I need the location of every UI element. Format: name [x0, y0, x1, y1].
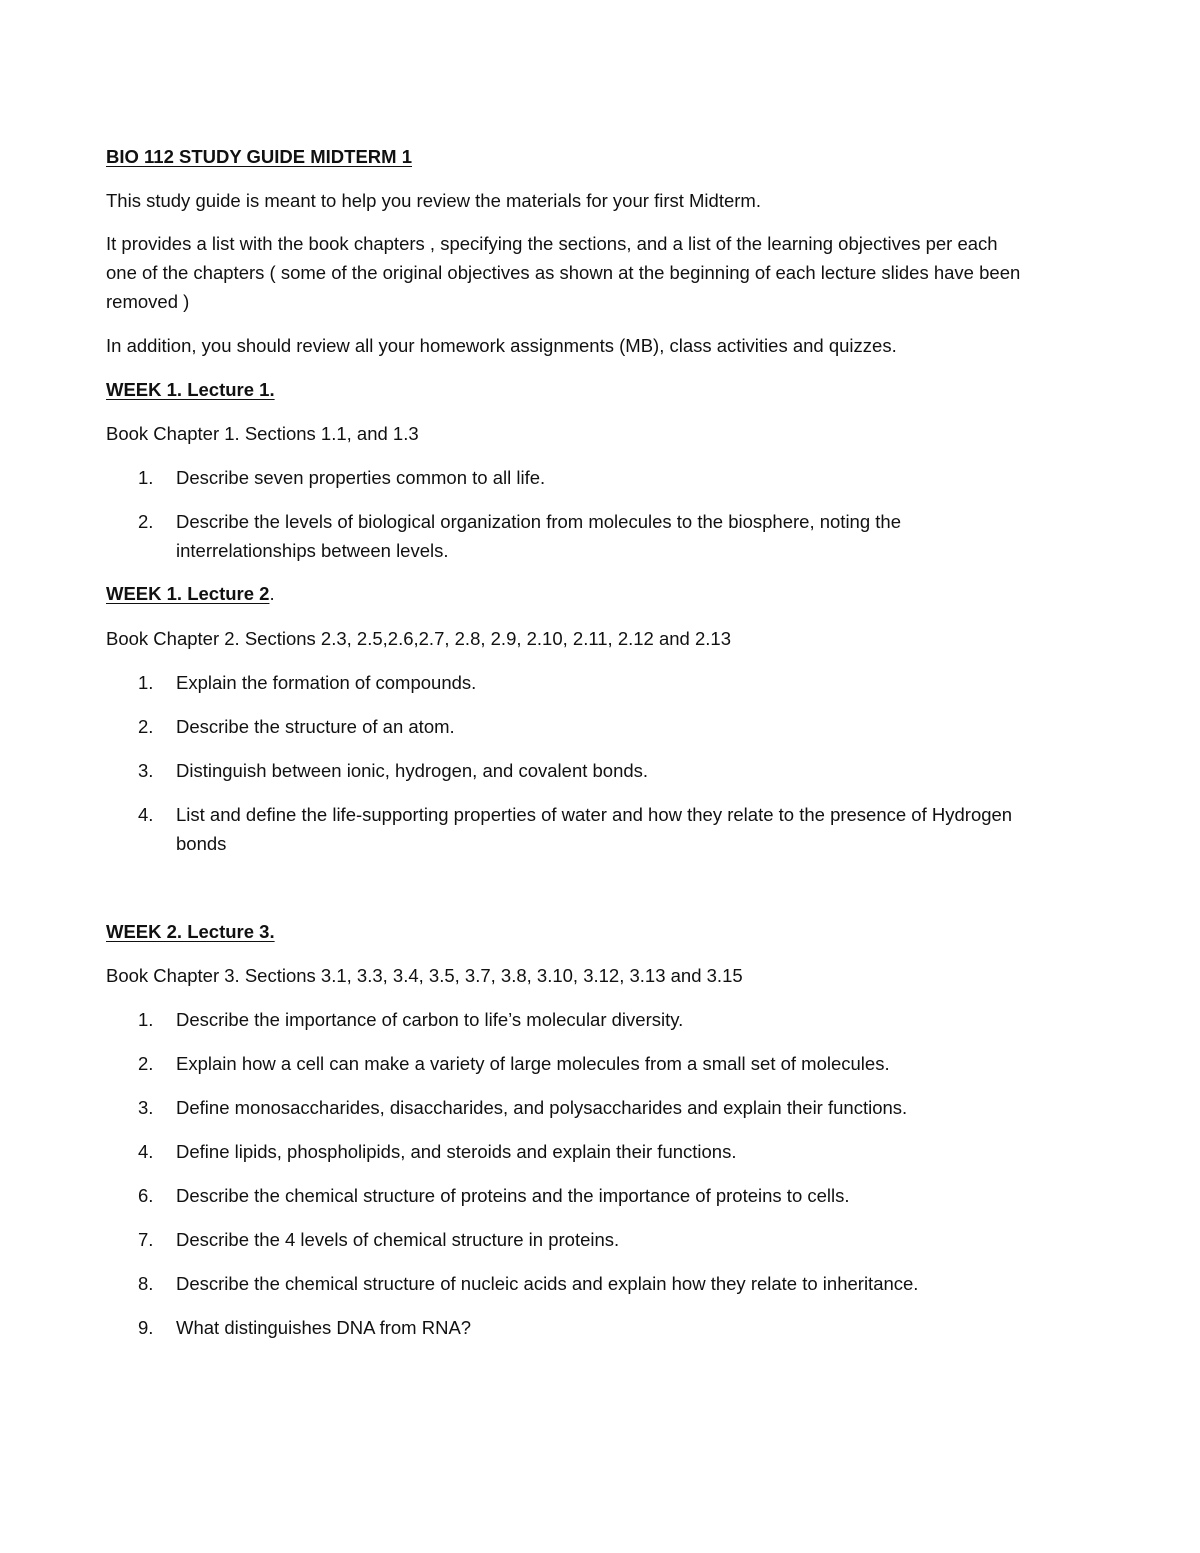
list-number: 2. [138, 716, 154, 737]
list-item: Describe the 4 levels of chemical structure in proteins. [176, 1229, 620, 1250]
list-item: Explain the formation of compounds. [176, 672, 477, 693]
list-number: 2. [138, 511, 154, 532]
list-item: Distinguish between ionic, hydrogen, and covalent bonds. [176, 760, 649, 781]
list-item: Explain how a cell can make a variety of large molecules from a small set of molecules. [176, 1053, 890, 1074]
page-title: BIO 112 STUDY GUIDE MIDTERM 1 [106, 146, 412, 167]
list-item-continuation: interrelationships between levels. [176, 540, 449, 561]
list-number: 4. [138, 804, 154, 825]
section-heading: WEEK 2. Lecture 3. [106, 921, 275, 942]
intro-line: It provides a list with the book chapters , specifying the sections, and a list of the learning objectives per each [106, 233, 998, 254]
section-heading-trail: . [269, 583, 275, 604]
book-chapter-line: Book Chapter 2. Sections 2.3, 2.5,2.6,2.7, 2.8, 2.9, 2.10, 2.11, 2.12 and 2.13 [106, 628, 731, 649]
list-number: 3. [138, 760, 154, 781]
list-number: 6. [138, 1185, 154, 1206]
section-heading: WEEK 1. Lecture 2 [106, 583, 270, 604]
list-number: 7. [138, 1229, 154, 1250]
intro-line: This study guide is meant to help you review the materials for your first Midterm. [106, 190, 761, 211]
list-item: Describe the chemical structure of nucleic acids and explain how they relate to inheritance. [176, 1273, 919, 1294]
intro-line: removed ) [106, 291, 190, 312]
list-number: 1. [138, 672, 154, 693]
intro-line: one of the chapters ( some of the original objectives as shown at the beginning of each lecture slides have been [106, 262, 1021, 283]
list-number: 2. [138, 1053, 154, 1074]
list-item: Describe seven properties common to all life. [176, 467, 546, 488]
list-item-continuation: bonds [176, 833, 227, 854]
list-item: Define lipids, phospholipids, and steroids and explain their functions. [176, 1141, 737, 1162]
list-item: What distinguishes DNA from RNA? [176, 1317, 472, 1338]
list-number: 1. [138, 467, 154, 488]
book-chapter-line: Book Chapter 3. Sections 3.1, 3.3, 3.4, 3.5, 3.7, 3.8, 3.10, 3.12, 3.13 and 3.15 [106, 965, 743, 986]
list-item: Describe the importance of carbon to life’s molecular diversity. [176, 1009, 684, 1030]
section-heading-wrap [106, 582, 275, 606]
intro-line: In addition, you should review all your homework assignments (MB), class activities and quizzes. [106, 335, 897, 356]
list-number: 1. [138, 1009, 154, 1030]
list-item: Describe the chemical structure of proteins and the importance of proteins to cells. [176, 1185, 850, 1206]
list-number: 9. [138, 1317, 154, 1338]
list-number: 4. [138, 1141, 154, 1162]
book-chapter-line: Book Chapter 1. Sections 1.1, and 1.3 [106, 423, 419, 444]
list-item: Describe the structure of an atom. [176, 716, 455, 737]
list-item: List and define the life-supporting properties of water and how they relate to the presence of Hydrogen [176, 804, 1013, 825]
list-number: 8. [138, 1273, 154, 1294]
list-item: Define monosaccharides, disaccharides, and polysaccharides and explain their functions. [176, 1097, 908, 1118]
list-item: Describe the levels of biological organization from molecules to the biosphere, noting the [176, 511, 901, 532]
section-heading: WEEK 1. Lecture 1. [106, 379, 275, 400]
list-number: 3. [138, 1097, 154, 1118]
